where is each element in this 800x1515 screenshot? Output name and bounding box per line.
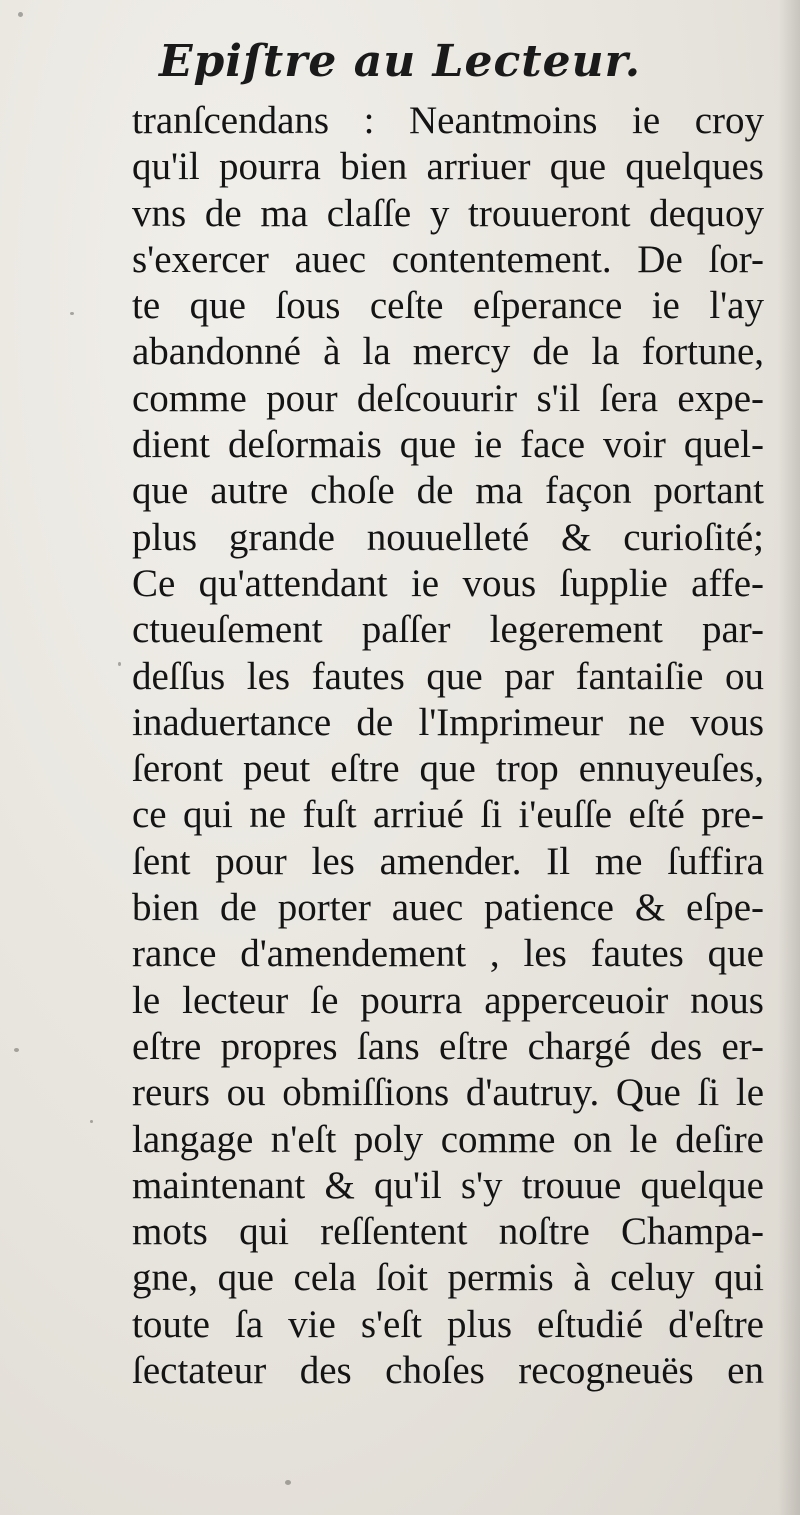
text-line: Ce qu'attendant ie vous ſupplie affe- xyxy=(132,561,764,605)
text-line: vns de ma claſſe y trouueront dequoy xyxy=(132,191,764,235)
text-line: gne, que cela ſoit permis à celuy qui xyxy=(132,1256,764,1300)
text-line: qu'il pourra bien arriuer que quelques xyxy=(132,145,764,189)
text-line: ſeront peut eſtre que trop ennuyeuſes, xyxy=(132,747,764,791)
text-line: inaduertance de l'Imprimeur ne vous xyxy=(132,700,764,744)
text-line: dient deſormais que ie face voir quel- xyxy=(132,423,764,467)
page-edge-shadow xyxy=(778,0,800,1515)
text-line: reurs ou obmiſſions d'autruy. Que ſi le xyxy=(132,1071,764,1115)
text-line: bien de porter auec patience & eſpe- xyxy=(132,886,764,930)
text-line: ce qui ne fuſt arriué ſi i'euſſe eſté pre- xyxy=(132,793,764,837)
text-line: maintenant & qu'il s'y trouue quelque xyxy=(132,1163,764,1207)
text-line: langage n'eſt poly comme on le deſire xyxy=(132,1117,764,1161)
text-line: abandonné à la mercy de la fortune, xyxy=(132,330,764,374)
paper-speck xyxy=(285,1480,291,1485)
running-head: Epiſtre au Lecteur. xyxy=(158,36,642,87)
paper-speck xyxy=(18,12,23,17)
text-line: plus grande nouuelleté & curioſité; xyxy=(132,515,764,559)
text-line: ctueuſement paſſer legerement par- xyxy=(132,608,764,652)
text-line: toute ſa vie s'eſt plus eſtudié d'eſtre xyxy=(132,1302,764,1346)
text-line: que autre choſe de ma façon portant xyxy=(132,469,764,513)
text-line: deſſus les fautes que par fantaiſie ou xyxy=(132,654,764,698)
text-line: ſectateur des choſes recogneuës en xyxy=(132,1349,764,1393)
text-line: le lecteur ſe pourra apperceuoir nous xyxy=(132,978,764,1022)
paper-speck xyxy=(70,312,74,315)
paper-speck xyxy=(90,1120,93,1123)
text-line: s'exercer auec contentement. De ſor- xyxy=(132,237,764,281)
text-line: ſent pour les amender. Il me ſuffira xyxy=(132,839,764,883)
text-line: eſtre propres ſans eſtre chargé des er- xyxy=(132,1024,764,1068)
text-line: rance d'amendement , les fautes que xyxy=(132,932,764,976)
paper-speck xyxy=(118,662,121,666)
text-line: tranſcendans : Neantmoins ie croy xyxy=(132,99,764,142)
text-line: mots qui reſſentent noſtre Champa- xyxy=(132,1210,764,1254)
text-line: comme pour deſcouurir s'il ſera expe- xyxy=(132,376,764,420)
text-line: te que ſous ceſte eſperance ie l'ay xyxy=(132,284,764,328)
body-text xyxy=(132,98,764,1394)
paper-speck xyxy=(14,1048,19,1052)
